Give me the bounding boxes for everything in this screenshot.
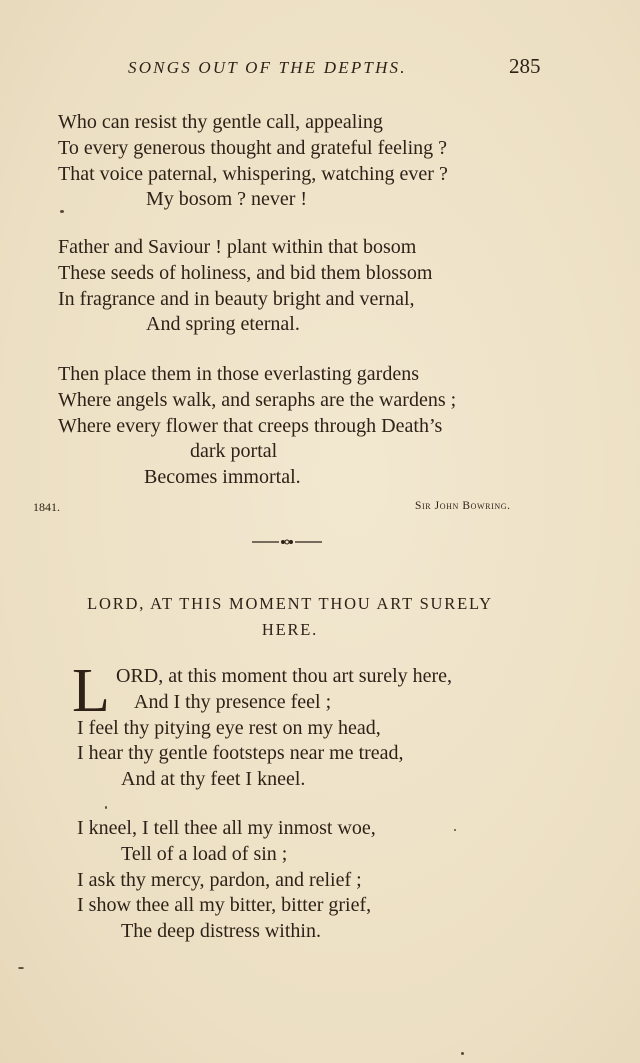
poem-line: I show thee all my bitter, bitter grief, <box>77 894 372 917</box>
poem-author: Sir John Bowring. <box>415 500 511 512</box>
paper-speck <box>18 967 24 969</box>
poem-line: I kneel, I tell thee all my inmost woe, <box>77 817 376 839</box>
poem-line: That voice paternal, whispering, watching ever ? <box>58 162 448 185</box>
poem-line: Where angels walk, and seraphs are the wardens ; <box>58 388 457 411</box>
poem-line: I hear thy gentle footsteps near me tread, <box>77 742 404 765</box>
poem-line: Becomes immortal. <box>144 466 301 489</box>
section-divider-ornament <box>252 536 322 548</box>
poem-line: ORD, at this moment thou art surely here, <box>116 665 453 687</box>
running-head <box>0 54 640 88</box>
poem-line: Where every flower that creeps through Death’s <box>58 414 443 437</box>
paper-speck <box>60 210 64 213</box>
poem-line: And at thy feet I kneel. <box>121 768 306 791</box>
poem-line: dark portal <box>190 440 278 463</box>
running-title: SONGS OUT OF THE DEPTHS. <box>128 58 407 77</box>
poem2-stanza-1 <box>77 664 577 793</box>
poem2-stanza-2 <box>77 816 577 945</box>
poem-title-line: LORD, AT THIS MOMENT THOU ART SURELY <box>87 594 493 613</box>
poem-line: I ask thy mercy, pardon, and relief ; <box>77 868 362 891</box>
poem-line: Father and Saviour ! plant within that bosom <box>58 236 417 258</box>
poem-line: I feel thy pitying eye rest on my head, <box>77 716 381 739</box>
poem-title-line: HERE. <box>261 620 319 639</box>
poem-line: The deep distress within. <box>121 920 321 943</box>
poem-date: 1841. <box>33 500 60 514</box>
poem-line: To every generous thought and grateful feeling ? <box>58 136 448 159</box>
paper-speck <box>461 1052 464 1055</box>
poem1-stanza-1 <box>58 110 558 213</box>
poem-line: My bosom ? never ! <box>146 188 308 211</box>
paper-speck <box>454 829 456 831</box>
poem-line: And spring eternal. <box>146 313 300 336</box>
drop-cap: L <box>72 657 110 725</box>
poem-line: In fragrance and in beauty bright and vernal, <box>58 287 415 310</box>
poem-line: Who can resist thy gentle call, appealing <box>58 111 383 133</box>
paper-speck <box>105 806 107 809</box>
poem-line: Then place them in those everlasting gardens <box>58 363 419 385</box>
poem-line: These seeds of holiness, and bid them blossom <box>58 261 433 284</box>
poem1-stanza-3 <box>58 362 558 491</box>
page-number: 285 <box>509 54 541 78</box>
poem-line: Tell of a load of sin ; <box>121 842 288 865</box>
poem-line: And I thy presence feel ; <box>134 690 332 713</box>
poem-title <box>40 591 540 643</box>
poem1-stanza-2 <box>58 235 558 338</box>
